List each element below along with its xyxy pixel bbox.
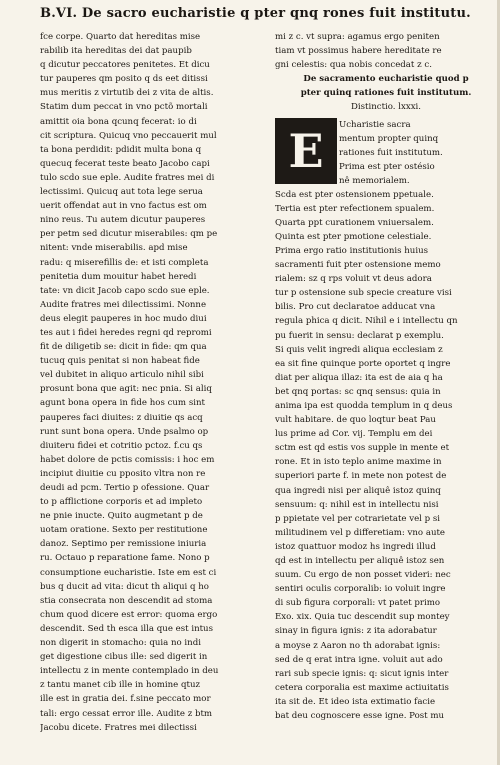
text-line: incipiut diuitie cu pposito vltra non re: [40, 468, 206, 479]
text-line: istoz quattuor modoz hs ingredi illud: [275, 541, 436, 552]
text-line: tate: vn dicit Jacob capo scdo sue eple.: [40, 285, 210, 296]
text-line: cetera corporalia est maxime actiuitatis: [275, 682, 449, 693]
text-line: uotam oratione. Sexto per restitutione: [40, 525, 208, 536]
text-line: sensuum: q: nihil est in intellectu nisi: [275, 499, 439, 510]
text-line: fit de diligetib se: dicit in fide: qm qua: [40, 342, 207, 353]
text-line: sctm est qd estis vos supple in mente et: [275, 443, 450, 454]
text-line: agunt bona opera in fide hos cum sint: [40, 398, 205, 409]
text-line: fce corpe. Quarto dat hereditas mise: [40, 32, 201, 42]
text-line: suum. Cu ergo de non posset videri: nec: [275, 570, 451, 581]
initial-text-line: Ucharistie sacra: [339, 119, 411, 130]
text-line: uerit offendat aut in vno factus est om: [40, 201, 207, 212]
text-line: Prima ergo ratio institutionis huius: [275, 245, 429, 256]
text-line: tiam vt possimus habere hereditate re: [275, 46, 442, 57]
text-line: Tertia est pter refectionem spualem.: [275, 203, 435, 214]
text-line: nitent: vnde miserabilis. apd mise: [40, 243, 188, 254]
text-line: amittit oia bona qcunq fecerat: io di: [40, 116, 197, 127]
text-line: Audite fratres mei dilectissimi. Nonne: [40, 299, 207, 310]
text-line: to p afflictione corporis et ad impleto: [40, 497, 203, 508]
text-line: rari sub specie ignis: q: sicut ignis inter: [275, 668, 449, 679]
section-title-line-1: De sacramento eucharistie quod p: [303, 74, 469, 85]
text-line: descendit. Sed th esca illa que est intus: [40, 623, 214, 634]
text-line: danoz. Septimo per remissione iniuria: [40, 539, 207, 550]
initial-text-line: Prima est pter ostésio: [339, 161, 435, 172]
text-line: ru. Octauo p reparatione fame. Nono p: [40, 553, 210, 564]
initial-text-line: mentum propter quinq: [339, 133, 439, 144]
text-line: diuiteru fidei et cotritio pctoz. f.cu qs: [40, 440, 203, 451]
decorated-initial: E: [275, 118, 337, 184]
section-title-line-2: pter quinq rationes fuit institutum.: [300, 88, 472, 99]
running-header: B.VI. De sacro eucharistie q pter qnq rones fuit institutu.: [40, 6, 471, 21]
text-line: chum quod dicere est error: quoma ergo: [40, 609, 218, 620]
text-line: sentiri oculis corporalib: io voluit ingre: [275, 584, 446, 595]
text-line: regula phica q dicit. Nihil e i intellectu qn: [275, 316, 458, 327]
text-line: mus meritis z virtutib dei z vita de altis.: [40, 88, 214, 99]
text-line: ille est in gratia dei. f.sine peccato mor: [40, 694, 211, 705]
text-line: deudi ad pcm. Tertio p ofessione. Quar: [40, 483, 210, 493]
text-line: pu fuerit in sensu: declarat p exemplu.: [275, 330, 444, 341]
text-line: lus prime ad Cor. vij. Templu em dei: [275, 429, 433, 440]
initial-text-line: nê memorialem.: [339, 175, 410, 186]
text-line: Quinta est pter pmotione celestiale.: [275, 231, 432, 242]
text-line: z tantu manet cib ille in homine qtuz: [40, 680, 201, 691]
text-line: radu: q miserefillis de: et isti completa: [40, 257, 209, 268]
text-line: superiori parte f. in mete non potest de: [275, 471, 447, 482]
text-line: tucuq quis penitat si non habeat fide: [40, 356, 200, 367]
text-line: per petm sed dicutur miserabiles: qm pe: [40, 229, 218, 240]
text-line: habet dolore de pctis comissis: i hoc em: [40, 454, 215, 465]
text-line: p ppietate vel per cotrarietate vel p si: [275, 513, 441, 524]
text-line: tali: ergo cessat error ille. Audite z btm: [40, 708, 213, 719]
text-line: Quarta ppt curationem vniuersalem.: [275, 217, 434, 228]
text-line: get digestione cibus ille: sed digerit in: [40, 652, 208, 663]
text-line: runt sunt bona opera. Unde psalmo op: [40, 426, 209, 437]
text-line: Scda est pter ostensionem ppetuale.: [275, 189, 434, 200]
text-line: mi z c. vt supra: agamus ergo peniten: [275, 32, 440, 42]
text-line: tur pauperes qm posito q ds eet ditissi: [40, 74, 208, 85]
text-line: militudinem vel p differetiam: vno aute: [275, 527, 446, 538]
left-column: [40, 30, 262, 735]
text-line: Exo. xix. Quia tuc descendit sup montey: [275, 612, 450, 623]
text-line: diat per aliqua illaz: ita est de aia q ha: [275, 372, 443, 383]
text-line: cit scriptura. Quicuq vno peccauerit mul: [40, 130, 217, 141]
text-line: tur p ostensione sub specie creature visi: [275, 288, 452, 299]
text-line: non digerit in stomacho: quia no indi: [40, 638, 201, 649]
text-line: tulo scdo sue eple. Audite fratres mei di: [40, 172, 215, 183]
text-line: gni celestis: qua nobis concedat z c.: [275, 60, 432, 71]
text-line: pauperes faci diuites: z diuitie qs acq: [40, 412, 203, 423]
text-line: Jacobu dicete. Fratres mei dilectissi: [40, 722, 197, 733]
text-line: rabilib ita hereditas dei dat paupib: [40, 46, 192, 57]
text-line: ta bona perdidit: pdidit multa bona q: [40, 144, 202, 155]
text-line: qd est in intellectu per aliquê istoz sen: [275, 556, 445, 566]
initial-block: [275, 118, 497, 188]
text-line: deus elegit pauperes in hoc mudo diui: [40, 313, 207, 324]
text-line: ne pnie inucte. Quito augmetant p de: [40, 511, 203, 522]
text-line: vult habitare. de quo loqtur beat Pau: [275, 415, 436, 426]
text-line: rone. Et in isto teplo anime maxime in: [275, 457, 442, 468]
text-line: ea sit fine quinque porte oportet q ingre: [275, 358, 451, 369]
text-line: Si quis velit ingredi aliqua ecclesiam z: [275, 344, 443, 355]
text-line: ita sit de. Et ideo ista extimatio facie: [275, 696, 436, 707]
text-line: q dicutur peccatores penitetes. Et dicu: [40, 60, 210, 71]
text-line: bet qnq portas: sc qnq sensus: quia in: [275, 386, 441, 397]
text-line: penitetia dum mouitur habet heredi: [40, 271, 197, 282]
initial-text-line: rationes fuit institutum.: [339, 147, 443, 158]
text-line: bat deu cognoscere esse igne. Post mu: [275, 711, 445, 722]
text-line: a moyse z Aaron no th adorabat ignis:: [275, 640, 441, 651]
text-line: bilis. Pro cut declaratoe adducat vna: [275, 302, 436, 313]
text-line: vel dubitet in aliquo articulo nihil sibi: [40, 370, 204, 381]
text-line: bus q ducit ad vita: dicut th aliqui q ho: [40, 581, 209, 592]
text-line: stia consecrata non descendit ad stoma: [40, 595, 213, 606]
text-line: prosunt bona que agit: nec pnia. Si aliq: [40, 384, 212, 395]
text-line: sed de q erat intra igne. voluit aut ado: [275, 654, 443, 665]
text-line: nino reus. Tu autem dicutur pauperes: [40, 215, 206, 226]
text-line: rialem: sz q rps voluit vt deus adora: [275, 274, 432, 285]
text-line: tes aut i fidei heredes regni qd repromi: [40, 327, 212, 338]
text-line: Statim dum peccat in vno pctõ mortali: [40, 102, 208, 113]
right-column: [275, 30, 497, 723]
text-line: lectissimi. Quicuq aut tota lege serua: [40, 187, 203, 198]
text-line: intellectu z in mente contemplado in deu: [40, 666, 219, 677]
distinctio-label: Distinctio. lxxxi.: [350, 102, 422, 113]
text-line: sinay in figura ignis: z ita adorabatur: [275, 626, 437, 637]
text-line: anima ipa est quodda templum in q deus: [275, 400, 453, 411]
text-line: qua ingredi nisi per aliquê istoz quinq: [275, 485, 441, 496]
text-line: di sub figura corporali: vt patet primo: [275, 598, 441, 609]
text-line: sacramenti fuit pter ostensione memo: [275, 260, 441, 271]
text-line: quecuq fecerat teste beato Jacobo capi: [40, 158, 210, 169]
text-line: consumptione eucharistie. Iste em est ci: [40, 567, 217, 578]
